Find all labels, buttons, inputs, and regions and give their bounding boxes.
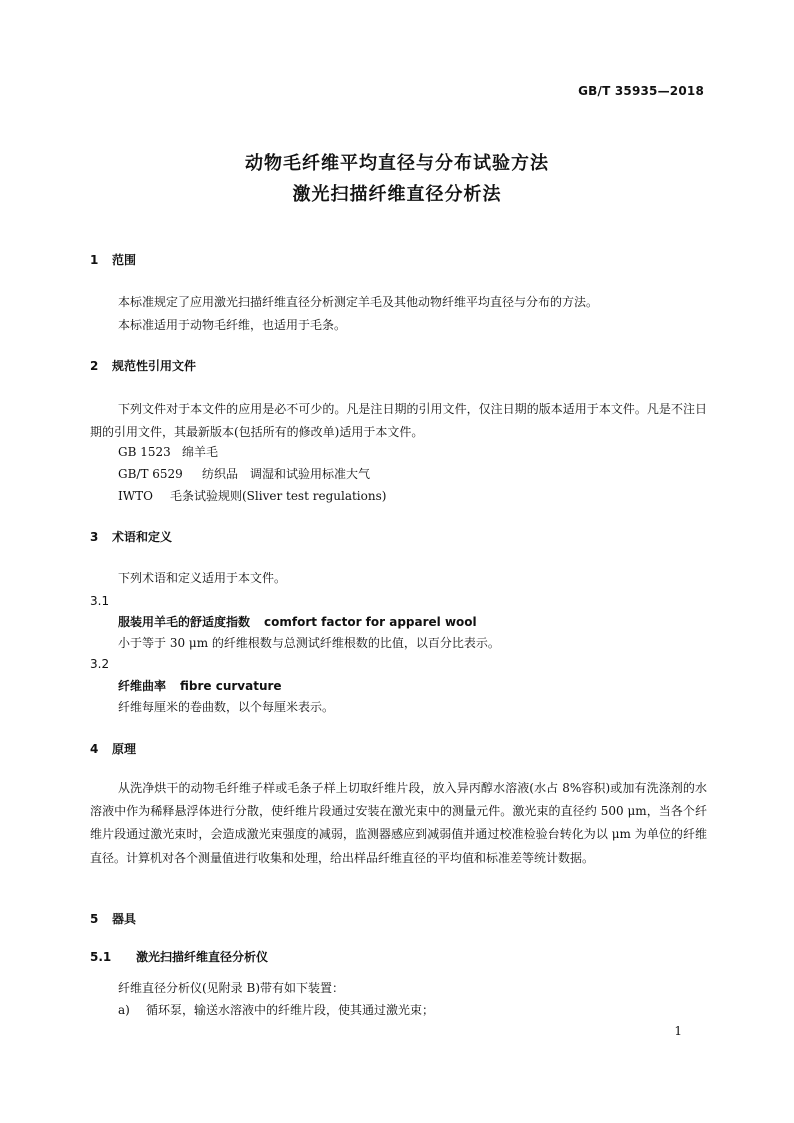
section-number: 2 [90,359,99,373]
section-4-heading [90,740,136,758]
list-item-text: 循环泵，输送水溶液中的纤维片段，使其通过激光束； [146,1003,435,1017]
subsection-5-1-heading [90,948,268,966]
subsection-number: 5.1 [90,950,112,964]
normative-reference [118,443,218,461]
section-number: 4 [90,742,99,756]
term-number: 3.2 [90,657,110,671]
term-number: 3.1 [90,594,110,608]
term-heading [118,677,282,695]
reference-name: 绵羊毛 [182,445,219,459]
term-english: comfort factor for apparel wool [264,615,477,629]
section-1-paragraph-2: 本标准适用于动物毛纤维，也适用于毛条。 [118,318,347,332]
section-title: 范围 [112,253,137,267]
normative-reference [118,487,386,505]
term-definition: 纤维每厘米的卷曲数，以个每厘米表示。 [118,700,335,714]
term-heading [118,613,477,631]
section-1-heading [90,251,136,269]
section-4-paragraph-1: 从洗净烘干的动物毛纤维子样或毛条子样上切取纤维片段，放入异丙醇水溶液(水占 8%容积)或加有洗涤剂的水溶液中作为稀释悬浮体进行分散，使纤维片段通过安装在激光束中的测量元件。激光束的直径约 500 μm，当各个纤维片段通过激光束时，会造成激光束强度的减弱，监测器感应到减弱值并通过校准检验台转化为以 μm 为单位的纤维直径。计算机对各个测量值进行收集和处理，给出样品纤维直径的平均值和标准差等统计数据。 [90,781,707,865]
section-1-paragraph-1: 本标准规定了应用激光扫描纤维直径分析测定羊毛及其他动物纤维平均直径与分布的方法。 [118,295,599,309]
section-title: 术语和定义 [112,530,173,544]
section-2-heading [90,357,196,375]
section-title: 规范性引用文件 [112,359,197,373]
list-item [118,1001,434,1019]
document-title-line2: 激光扫描纤维直径分析法 [292,184,502,205]
section-title: 原理 [112,742,137,756]
reference-code: GB 1523 [118,445,171,459]
section-5-heading [90,910,136,928]
standard-code: GB/T 35935—2018 [578,84,704,98]
section-2-paragraph-1: 下列文件对于本文件的应用是必不可少的。凡是注日期的引用文件，仅注日期的版本适用于本文件。凡是不注日期的引用文件，其最新版本(包括所有的修改单)适用于本文件。 [90,402,707,440]
term-english: fibre curvature [180,679,282,693]
document-title-line1: 动物毛纤维平均直径与分布试验方法 [245,153,549,174]
reference-code: GB/T 6529 [118,467,183,481]
term-chinese: 纤维曲率 [118,679,167,693]
section-number: 5 [90,912,99,926]
section-5-paragraph-1: 纤维直径分析仪(见附录 B)带有如下装置： [118,981,344,995]
term-chinese: 服装用羊毛的舒适度指数 [118,615,251,629]
list-item-label: a) [118,1003,130,1017]
reference-name: 纺织品 调湿和试验用标准大气 [202,467,371,481]
page-number: 1 [674,1024,682,1038]
section-3-paragraph-1: 下列术语和定义适用于本文件。 [118,571,287,585]
normative-reference [118,465,370,483]
section-number: 3 [90,530,99,544]
reference-code: IWTO [118,489,153,503]
section-title: 器具 [112,912,137,926]
reference-name: 毛条试验规则(Sliver test regulations) [170,489,387,503]
subsection-title: 激光扫描纤维直径分析仪 [136,950,269,964]
section-number: 1 [90,253,99,267]
section-3-heading [90,528,172,546]
term-definition: 小于等于 30 μm 的纤维根数与总测试纤维根数的比值，以百分比表示。 [118,636,500,650]
